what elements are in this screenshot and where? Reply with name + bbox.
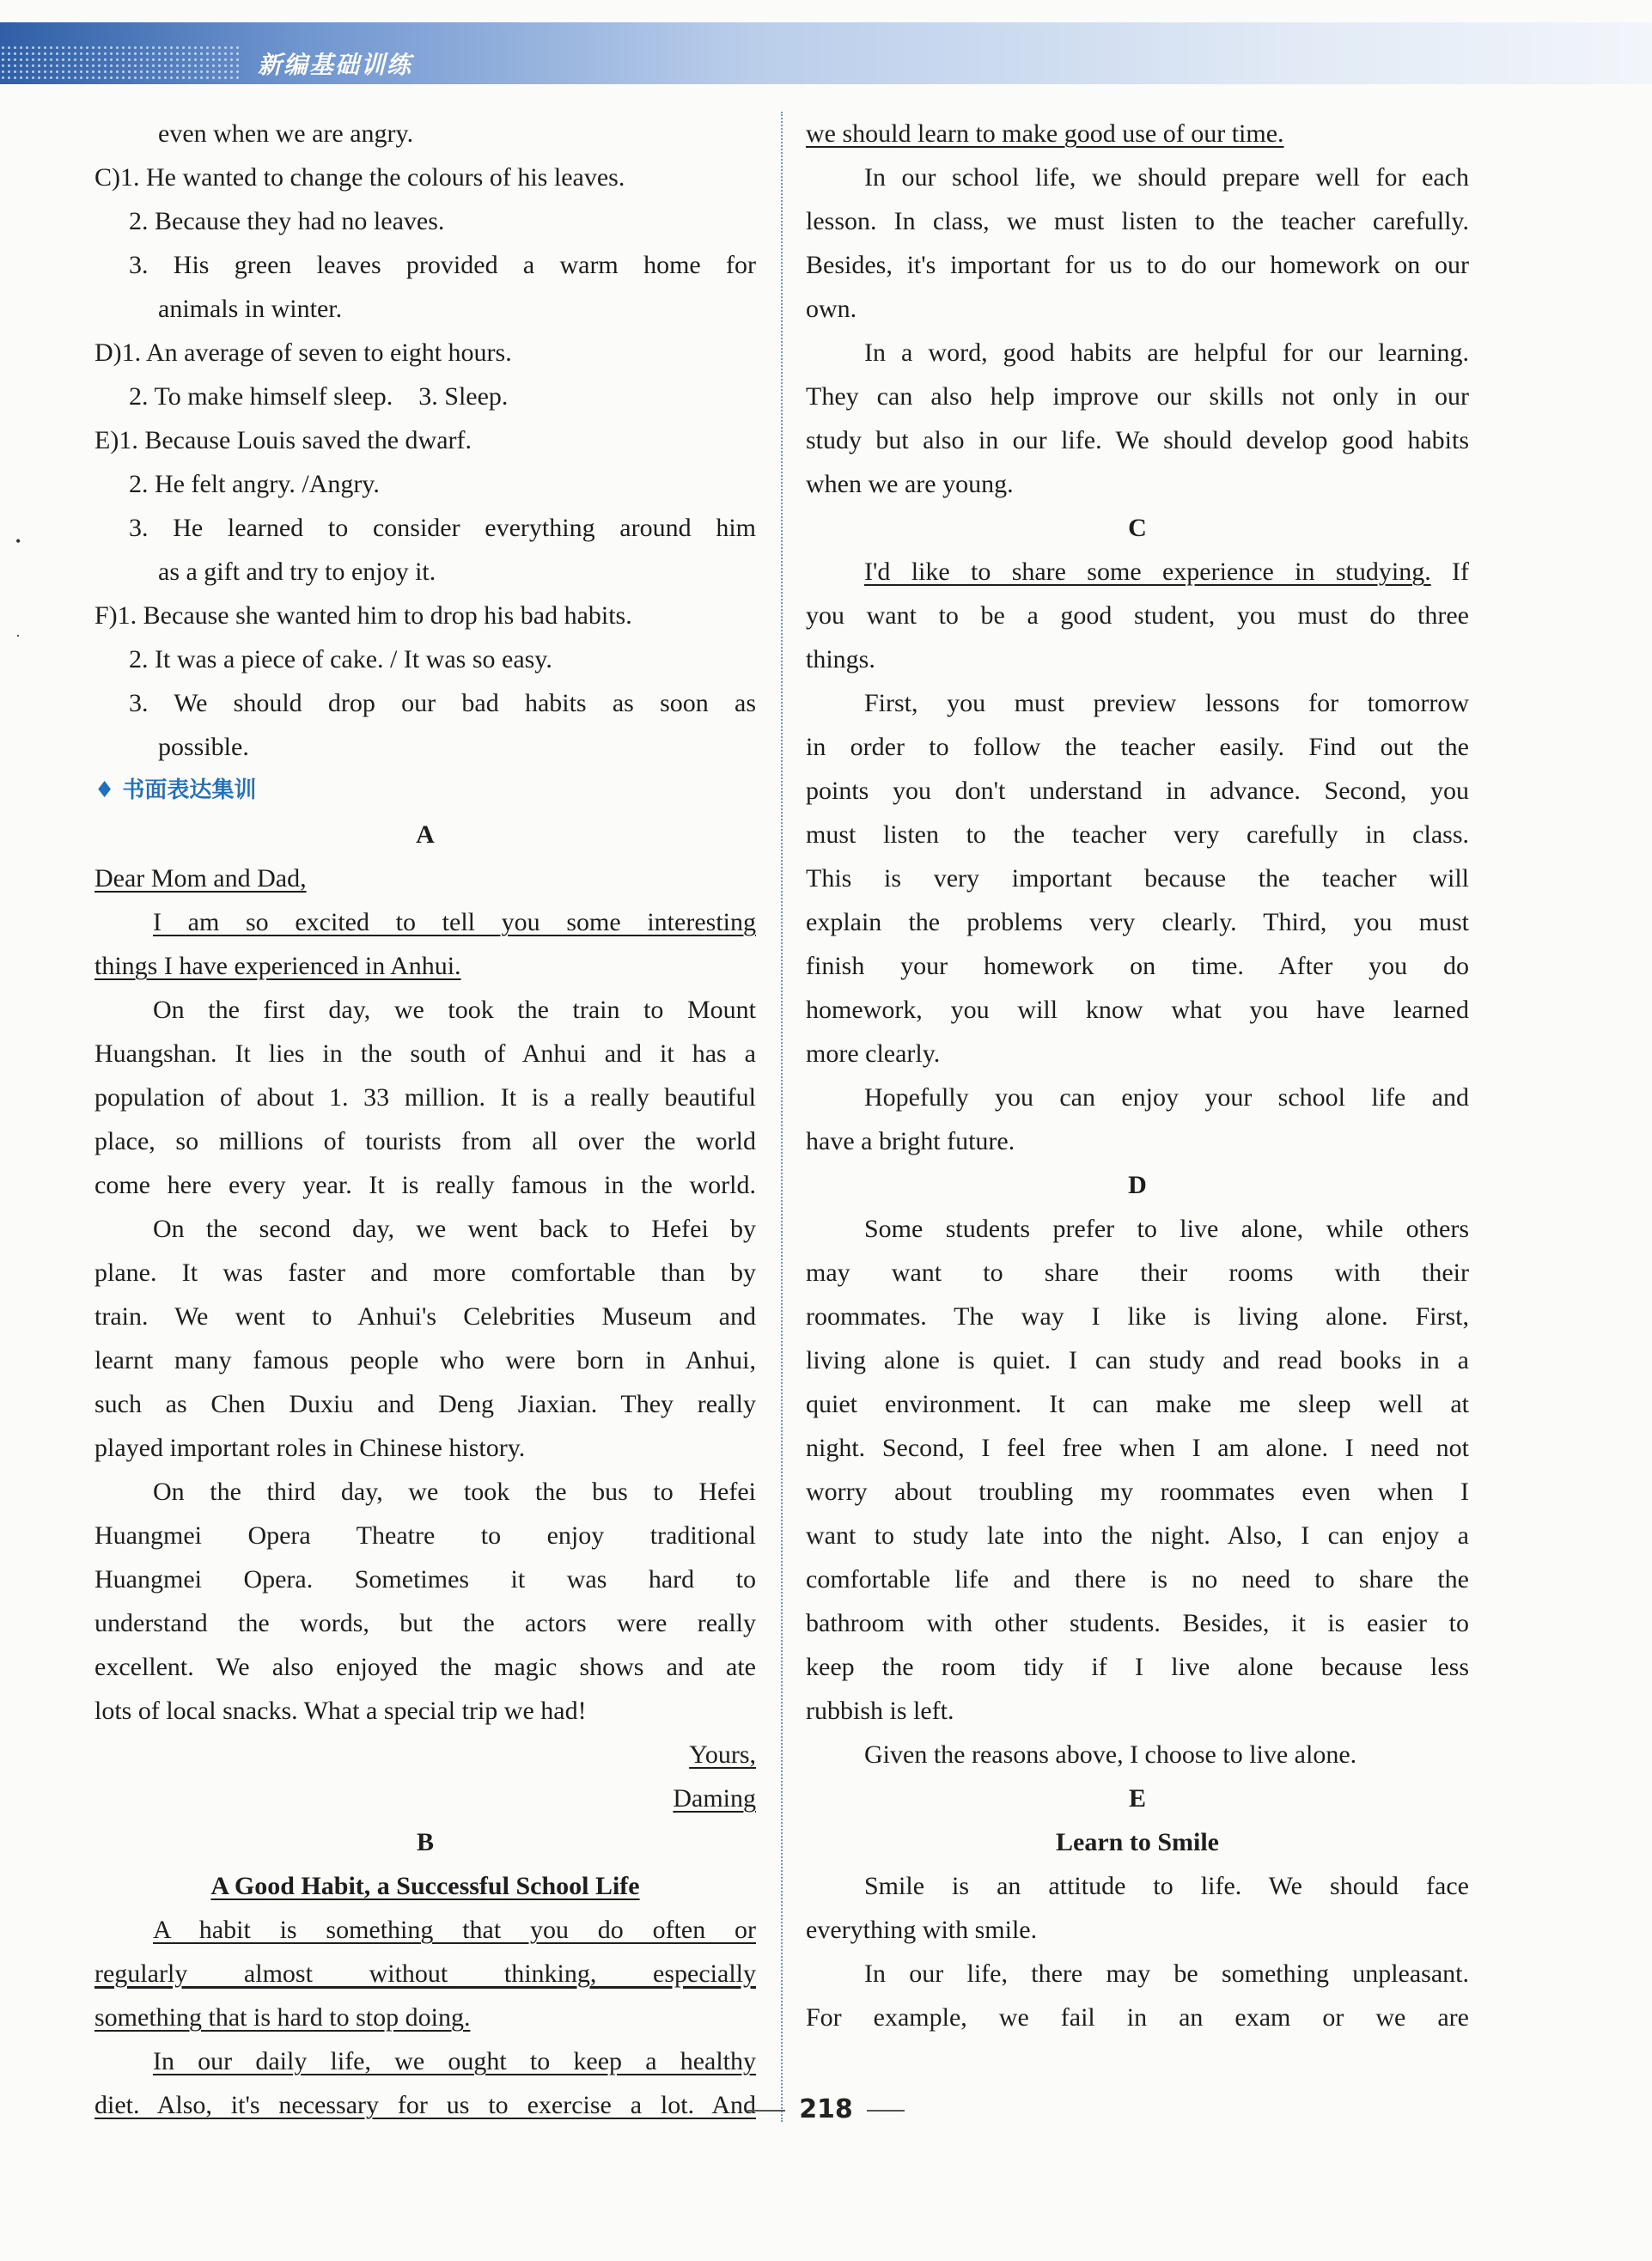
essay-line: First, you must preview lessons for tomorrow (864, 689, 1469, 717)
essay-line: keep the room tidy if I live alone because less (806, 1653, 1469, 1681)
right-column (806, 112, 1469, 2039)
answer-line: C)1. He wanted to change the colours of his leaves. (94, 163, 625, 192)
answer-line: E)1. Because Louis saved the dwarf. (94, 426, 472, 454)
essay-line: points you don't understand in advance. Second, you (806, 777, 1469, 805)
column-divider (781, 112, 783, 2122)
answer-line: 2. It was a piece of cake. / It was so easy. (129, 645, 552, 673)
answer-line: possible. (158, 733, 249, 761)
essay-line: quiet environment. It can make me sleep well at (806, 1390, 1469, 1418)
essay-line: everything with smile. (806, 1916, 1038, 1944)
essay-line: bathroom with other students. Besides, it is easier to (806, 1609, 1469, 1637)
margin-mark: · (15, 627, 21, 644)
answer-line: as a gift and try to enjoy it. (158, 558, 436, 586)
essay-line: Besides, it's important for us to do our homework on our (806, 251, 1469, 279)
essay-line: They can also help improve our skills not only in our (806, 382, 1469, 411)
essay-line: diet. Also, it's necessary for us to exercise a lot. And (94, 2091, 756, 2119)
essay-line: must listen to the teacher very carefully in class. (806, 820, 1469, 849)
essay-line: For example, we fail in an exam or we are (806, 2003, 1469, 2032)
essay-line: A habit is something that you do often or (153, 1916, 756, 1944)
essay-line: roommates. The way I like is living alone. First, (806, 1302, 1469, 1331)
left-column (94, 112, 756, 2127)
answer-line: animals in winter. (158, 295, 343, 323)
book-title: 新编基础训练 (258, 51, 413, 79)
essay-label-e: E (1128, 1784, 1146, 1813)
essay-line: In our life, there may be something unpleasant. (864, 1959, 1469, 1988)
header-dot-pattern (0, 45, 241, 79)
answer-line: 2. To make himself sleep. 3. Sleep. (129, 382, 509, 411)
answer-line: D)1. An average of seven to eight hours. (94, 338, 512, 367)
essay-line: excellent. We also enjoyed the magic shows and ate (94, 1653, 756, 1681)
essay-line: On the first day, we took the train to Mount (153, 996, 756, 1024)
essay-line: finish your homework on time. After you do (806, 952, 1469, 980)
answer-line: 3. He learned to consider everything around him (129, 514, 756, 542)
essay-line: in order to follow the teacher easily. Find out the (806, 733, 1469, 761)
essay-line: Huangshan. It lies in the south of Anhui and it has a (94, 1039, 756, 1068)
essay-line: plane. It was faster and more comfortable than by (94, 1258, 756, 1287)
essay-line: In our daily life, we ought to keep a healthy (153, 2047, 756, 2075)
essay-line: place, so millions of tourists from all over the world (94, 1127, 756, 1155)
answer-line: 2. He felt angry. /Angry. (129, 470, 380, 498)
page-dash-left (747, 2110, 785, 2112)
essay-line: lots of local snacks. What a special trip we had! (94, 1697, 587, 1725)
salutation: Dear Mom and Dad, (94, 864, 307, 893)
essay-line: Some students prefer to live alone, while others (864, 1215, 1469, 1243)
essay-line: learnt many famous people who were born in Anhui, (94, 1346, 756, 1374)
essay-line: This is very important because the teacher will (806, 864, 1469, 893)
essay-line: rubbish is left. (806, 1697, 954, 1725)
essay-line: such as Chen Duxiu and Deng Jiaxian. They really (94, 1390, 756, 1418)
essay-title: Learn to Smile (1056, 1828, 1219, 1856)
essay-line: played important roles in Chinese history. (94, 1434, 526, 1462)
essay-line: population of about 1. 33 million. It is a really beautiful (94, 1083, 756, 1112)
answer-line: 2. Because they had no leaves. (129, 207, 445, 235)
answer-line: even when we are angry. (158, 119, 414, 148)
essay-line: If (1430, 558, 1470, 586)
essay-line: I am so excited to tell you some interesting (153, 908, 756, 936)
essay-title: A Good Habit, a Successful School Life (210, 1872, 640, 1900)
essay-line: study but also in our life. We should develop good habits (806, 426, 1469, 454)
header-band (0, 22, 1652, 84)
answer-line: F)1. Because she wanted him to drop his bad habits. (94, 601, 632, 630)
signature: Daming (673, 1784, 756, 1813)
essay-label-b: B (416, 1828, 434, 1856)
essay-line: comfortable life and there is no need to share the (806, 1565, 1469, 1594)
essay-line: night. Second, I feel free when I am alone. I need not (806, 1434, 1469, 1462)
essay-line: train. We went to Anhui's Celebrities Museum and (94, 1302, 756, 1331)
answer-line: 3. His green leaves provided a warm home for (129, 251, 756, 279)
page-number-text: 218 (799, 2094, 853, 2124)
essay-line: On the third day, we took the bus to Hefei (153, 1478, 756, 1506)
closing: Yours, (689, 1740, 756, 1769)
essay-line: something that is hard to stop doing. (94, 2003, 471, 2032)
essay-line: want to study late into the night. Also, I can enjoy a (806, 1521, 1469, 1550)
answer-line: 3. We should drop our bad habits as soon as (129, 689, 756, 717)
essay-label-c: C (1128, 514, 1147, 542)
essay-line: understand the words, but the actors were really (94, 1609, 756, 1637)
essay-line: living alone is quiet. I can study and read books in a (806, 1346, 1469, 1374)
essay-line: we should learn to make good use of our time. (806, 119, 1284, 148)
section-heading: ♦ 书面表达集训 (94, 777, 257, 803)
essay-line: explain the problems very clearly. Third, you must (806, 908, 1469, 936)
essay-line: Huangmei Opera. Sometimes it was hard to (94, 1565, 756, 1594)
essay-line: more clearly. (806, 1039, 941, 1068)
essay-line: lesson. In class, we must listen to the teacher carefully. (806, 207, 1469, 235)
essay-line: Smile is an attitude to life. We should face (864, 1872, 1469, 1900)
essay-line: In a word, good habits are helpful for our learning. (864, 338, 1469, 367)
essay-label-a: A (416, 820, 435, 849)
margin-mark: • (15, 533, 21, 550)
essay-line: when we are young. (806, 470, 1014, 498)
page-number (0, 2094, 1652, 2124)
essay-line: I'd like to share some experience in studying. (864, 558, 1431, 586)
essay-line: On the second day, we went back to Hefei by (153, 1215, 756, 1243)
page-dash-right (867, 2110, 905, 2112)
essay-line: you want to be a good student, you must do three (806, 601, 1469, 630)
essay-line: things. (806, 645, 875, 673)
essay-label-d: D (1128, 1171, 1147, 1199)
essay-line: come here every year. It is really famous in the world. (94, 1171, 756, 1199)
essay-line: Given the reasons above, I choose to live alone. (864, 1740, 1357, 1769)
essay-line: worry about troubling my roommates even when I (806, 1478, 1469, 1506)
essay-line: things I have experienced in Anhui. (94, 952, 461, 980)
essay-line: homework, you will know what you have learned (806, 996, 1469, 1024)
essay-line: have a bright future. (806, 1127, 1015, 1155)
essay-line: regularly almost without thinking, especially (94, 1959, 756, 1988)
essay-line: Huangmei Opera Theatre to enjoy traditional (94, 1521, 756, 1550)
essay-line: own. (806, 295, 857, 323)
essay-line: In our school life, we should prepare well for each (864, 163, 1469, 192)
essay-line: may want to share their rooms with their (806, 1258, 1469, 1287)
essay-line: Hopefully you can enjoy your school life and (864, 1083, 1469, 1112)
